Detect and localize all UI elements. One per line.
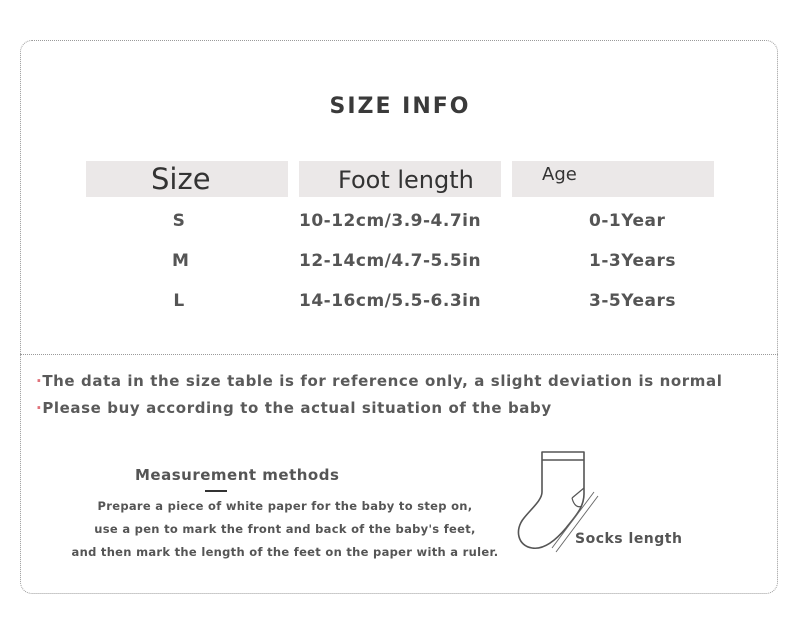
section-divider [20, 354, 778, 355]
socks-length-label: Socks length [575, 531, 683, 547]
row-l-foot-length: 14-16cm/5.5-6.3in [299, 291, 482, 311]
note-text: Please buy according to the actual situation of the baby [42, 399, 552, 417]
header-foot-length: Foot length [299, 161, 501, 197]
row-m-size: M [172, 251, 190, 271]
measurement-line-1: Prepare a piece of white paper for the baby to step on, [97, 499, 473, 513]
measurement-line-2: use a pen to mark the front and back of the baby's feet, [94, 522, 476, 536]
row-s-foot-length: 10-12cm/3.9-4.7in [299, 211, 482, 231]
measurement-underline [205, 490, 227, 492]
note-bullet: · [36, 399, 43, 417]
row-s-size: S [172, 211, 186, 231]
note-buy [36, 399, 552, 417]
page-title: SIZE INFO [329, 94, 471, 119]
measurement-line-3: and then mark the length of the feet on the paper with a ruler. [71, 545, 499, 559]
row-m-age: 1-3Years [589, 251, 676, 271]
header-size: Size [86, 161, 288, 197]
row-s-age: 0-1Year [589, 211, 666, 231]
row-l-size: L [173, 291, 185, 311]
row-l-age: 3-5Years [589, 291, 676, 311]
note-text: The data in the size table is for reference only, a slight deviation is normal [42, 372, 723, 390]
note-reference [36, 372, 722, 390]
row-m-foot-length: 12-14cm/4.7-5.5in [299, 251, 482, 271]
measurement-title: Measurement methods [135, 466, 340, 484]
header-age: Age [512, 161, 714, 197]
note-bullet: · [36, 372, 43, 390]
